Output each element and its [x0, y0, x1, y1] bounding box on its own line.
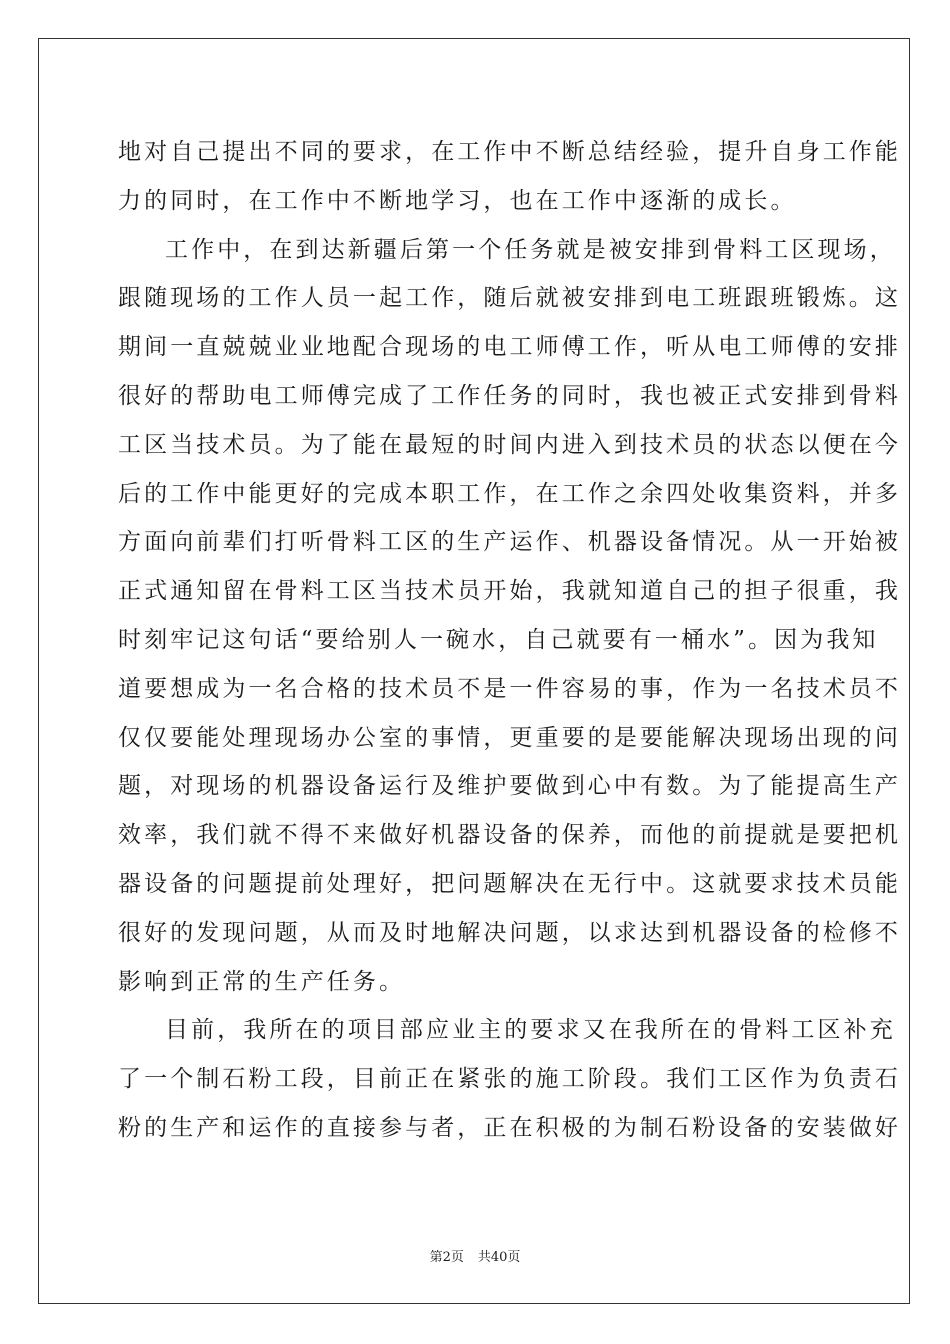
- text-line: 了一个制石粉工段，目前正在紧张的施工阶段。我们工区作为负责石: [118, 1066, 901, 1093]
- text-line: 工区当技术员。为了能在最短的时间内进入到技术员的状态以便在今: [118, 431, 901, 458]
- paragraph-2: [118, 226, 901, 1007]
- text-line: 正式通知留在骨料工区当技术员开始，我就知道自己的担子很重，我: [118, 578, 901, 605]
- paragraph-1: [118, 128, 901, 226]
- text-line: 跟随现场的工作人员一起工作，随后就被安排到电工班跟班锻炼。这: [118, 285, 901, 312]
- text-line: 力的同时，在工作中不断地学习，也在工作中逐渐的成长。: [118, 187, 797, 214]
- document-body: [118, 128, 901, 1153]
- text-line: 方面向前辈们打听骨料工区的生产运作、机器设备情况。从一开始被: [118, 529, 901, 556]
- paragraph-3: [118, 1006, 901, 1152]
- text-line: 粉的生产和运作的直接参与者，正在积极的为制石粉设备的安装做好: [118, 1114, 901, 1141]
- text-line: 很好的帮助电工师傅完成了工作任务的同时，我也被正式安排到骨料: [118, 382, 901, 409]
- text-line: 道要想成为一名合格的技术员不是一件容易的事，作为一名技术员不: [118, 675, 901, 702]
- text-line: 地对自己提出不同的要求，在工作中不断总结经验，提升自身工作能: [118, 139, 901, 165]
- text-line: 工作中，在到达新疆后第一个任务就是被安排到骨料工区现场，: [165, 236, 896, 263]
- text-line: 器设备的问题提前处理好，把问题解决在无行中。这就要求技术员能: [118, 870, 901, 897]
- page-footer: [0, 1246, 950, 1265]
- text-line: 很好的发现问题，从而及时地解决问题，以求达到机器设备的检修不: [118, 919, 901, 946]
- text-line: 时刻牢记这句话“要给别人一碗水，自己就要有一桶水”。因为我知: [118, 626, 879, 653]
- text-line: 期间一直兢兢业业地配合现场的电工师傅工作，听从电工师傅的安排: [118, 334, 901, 361]
- text-line: 后的工作中能更好的完成本职工作，在工作之余四处收集资料，并多: [118, 480, 901, 507]
- text-line: 仅仅要能处理现场办公室的事情，更重要的是要能解决现场出现的问: [118, 724, 901, 751]
- text-line: 目前，我所在的项目部应业主的要求又在我所在的骨料工区补充: [165, 1017, 896, 1044]
- text-line: 题，对现场的机器设备运行及维护要做到心中有数。为了能提高生产: [118, 773, 901, 800]
- text-line: 影响到正常的生产任务。: [118, 968, 406, 995]
- text-line: 效率，我们就不得不来做好机器设备的保养，而他的前提就是要把机: [118, 822, 901, 849]
- page-number: 第2页: [429, 1250, 464, 1265]
- total-pages: 共40页: [477, 1250, 521, 1265]
